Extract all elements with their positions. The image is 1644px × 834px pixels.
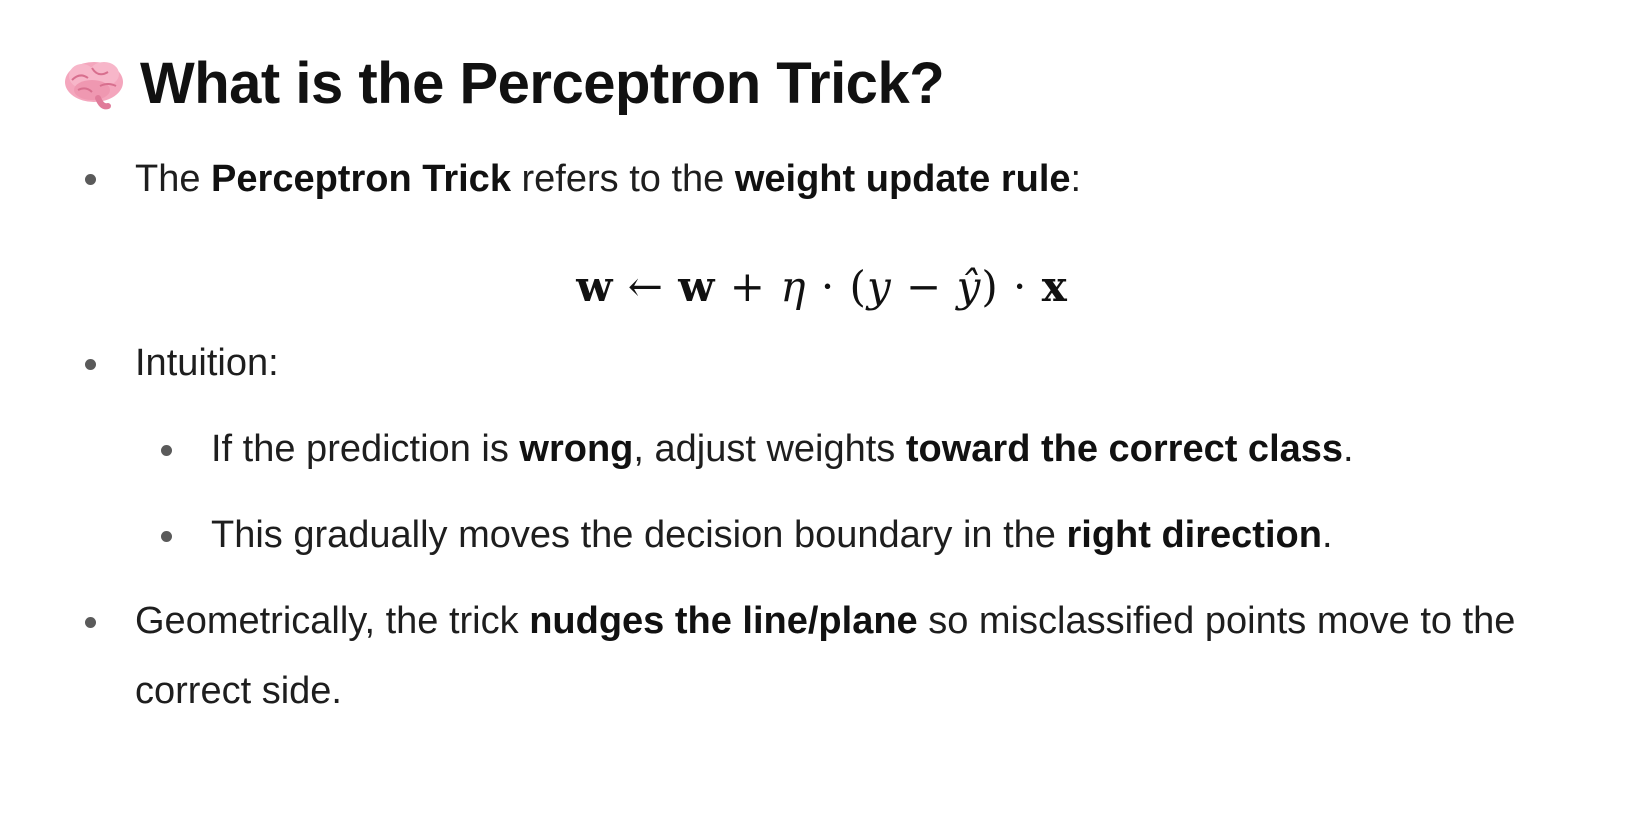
sub-bullet-dot (161, 531, 172, 542)
bold-nudges-line-plane: nudges the line/plane (529, 600, 918, 642)
sub-list-item-wrong: If the prediction is wrong, adjust weights toward the correct class. (211, 428, 1354, 470)
bullet-dot (85, 617, 96, 628)
bold-wrong: wrong (519, 428, 634, 470)
sub-list-item-direction: This gradually moves the decision boundary in the right direction. (211, 514, 1333, 556)
list-item-perceptron-trick: The Perceptron Trick refers to the weight update rule: (135, 158, 1082, 200)
bold-perceptron-trick: Perceptron Trick (211, 158, 511, 200)
brain-icon (62, 56, 126, 112)
bold-toward-correct-class: toward the correct class (905, 428, 1344, 470)
bullet-dot (85, 359, 96, 370)
list-item-geometrically: Geometrically, the trick nudges the line/plane so misclassified points move to the correct side. (135, 600, 1516, 712)
bullet-dot (85, 174, 96, 185)
list-item-intuition: Intuition: (135, 342, 279, 384)
bold-right-direction: right direction (1066, 514, 1322, 556)
page-title: What is the Perceptron Trick? (140, 51, 945, 116)
bold-weight-update-rule: weight update rule (734, 158, 1071, 200)
update-rule-formula: w ← w + η · (y − ŷ) · x (576, 262, 1068, 311)
sub-bullet-dot (161, 445, 172, 456)
page-title-row (62, 50, 944, 117)
